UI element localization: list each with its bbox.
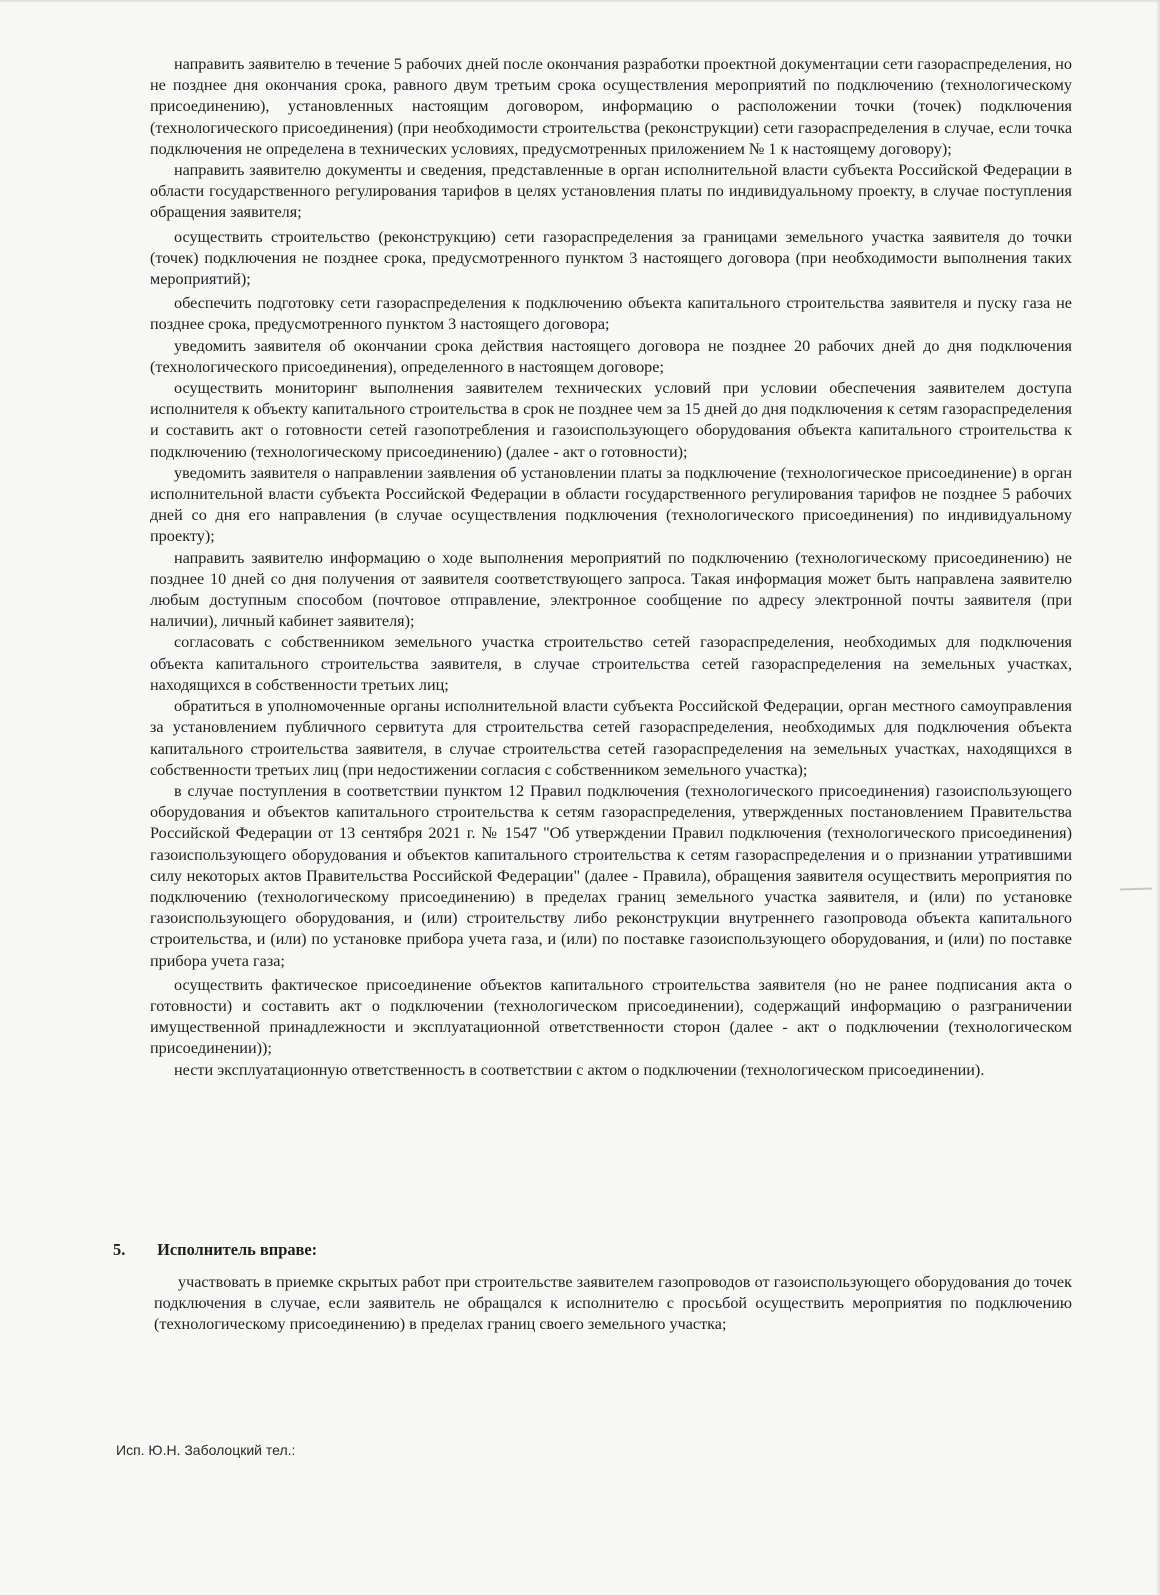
paragraph-rules-item-12: в случае поступления в соответствии пунктом 12 Правил подключения (технологического присоединения) газоиспользующего оборудования и объектов капитального строительства к сетям газораспределения, утвержденных постановлением Правительства Российской Федерации от 13 сентября 2021 г. № 1547 "Об утверждении Правил подключения (технологического присоединения) газоиспользующего оборудования и объектов капитального строительства к сетям газораспределения и о признании утратившими силу некоторых актов Правительства Российской Федерации" (далее - Правила), обращения заявителя осуществить мероприятия по подключению (технологическому присоединению) в пределах границ земельного участка заявителя, и (или) по установке газоиспользующего оборудования, и (или) строительству либо реконструкции внутреннего газопровода объекта капитального строительства, и (или) по установке прибора учета газа, и (или) по поставке газоиспользующего оборудования, и (или) по поставке прибора учета газа; bbox=[150, 781, 1072, 970]
section-number: 5. bbox=[113, 1240, 126, 1259]
paragraph-send-documents: направить заявителю документы и сведения, представленные в орган исполнительной власти субъекта Российской Федерации в области государственного регулирования тарифов в целях установления платы по индивидуальному проекту, в случае поступления обращения заявителя; bbox=[150, 161, 1072, 222]
paragraph-network-preparation: обеспечить подготовку сети газораспределения к подключению объекта капитального строительства заявителя и пуску газа не позднее срока, предусмотренного пунктом 3 настоящего договора; bbox=[150, 294, 1072, 334]
obligations-list bbox=[150, 54, 1072, 1081]
paragraph-notify-expiration: уведомить заявителя об окончании срока действия настоящего договора не позднее 20 рабочих дней до дня подключения (технологического присоединения), определенного в настоящем договоре; bbox=[150, 336, 1072, 376]
scan-edge-right bbox=[1156, 0, 1160, 1595]
paragraph-hidden-works: участвовать в приемке скрытых работ при строительстве заявителем газопроводов от газоиспользующего оборудования до точек подключения в случае, если заявитель не обращался к исполнителю с просьбой осуществить мероприятия по подключению (технологическому присоединению) в пределах границ своего земельного участка; bbox=[154, 1273, 1072, 1334]
footer-contact: Исп. Ю.Н. Заболоцкий тел.: bbox=[116, 1442, 296, 1458]
paragraph-notify-tariff: уведомить заявителя о направлении заявления об установлении платы за подключение (технологическое присоединение) в орган исполнительной власти субъекта Российской Федерации в области государственного регулирования тарифов не позднее 5 рабочих дней со дня его направления (в случае осуществления подключения (технологического присоединения) по индивидуальному проекту); bbox=[150, 463, 1072, 546]
paragraph-progress-info: направить заявителю информацию о ходе выполнения мероприятий по подключению (технологическому присоединению) не позднее 10 дней со дня получения от заявителя соответствующего запроса. Такая информация может быть направлена заявителю любым доступным способом (почтовое отправление, электронное сообщение по адресу электронной почты заявителя (при наличии), личный кабинет заявителя); bbox=[150, 548, 1072, 631]
section-5-body bbox=[154, 1272, 1072, 1336]
paragraph-operational-responsibility: нести эксплуатационную ответственность в соответствии с актом о подключении (технологическом присоединении). bbox=[174, 1060, 985, 1079]
scan-edge-top bbox=[0, 0, 1160, 3]
paragraph-project-docs-info: направить заявителю в течение 5 рабочих дней после окончания разработки проектной документации сети газораспределения, но не позднее дня окончания срока, равного двум третьим срока осуществления мероприятий по подключению (технологическому присоединению), установленных настоящим договором, информацию о расположении точки (точек) подключения (технологического присоединения) (при необходимости строительства (реконструкции) сети газораспределения в случае, если точка подключения не определена в технических условиях, предусмотренных приложением № 1 к настоящему договору); bbox=[150, 55, 1072, 158]
section-title: Исполнитель вправе: bbox=[157, 1240, 318, 1259]
paragraph-construction: осуществить строительство (реконструкцию) сети газораспределения за границами земельного участка заявителя до точки (точек) подключения не позднее срока, предусмотренного пунктом 3 настоящего договора (при необходимости выполнения таких мероприятий); bbox=[150, 227, 1072, 289]
section-5-heading bbox=[113, 1239, 1013, 1260]
paragraph-owner-agreement: согласовать с собственником земельного участка строительство сетей газораспределения, необходимых для подключения объекта капитального строительства заявителя, в случае строительства сетей газораспределения на земельных участках, находящихся в собственности третьих лиц; bbox=[150, 633, 1072, 694]
scan-mark bbox=[1120, 887, 1152, 890]
paragraph-monitoring: осуществить мониторинг выполнения заявителем технических условий при условии обеспечения заявителем доступа исполнителя к объекту капитального строительства в срок не позднее чем за 15 дней до дня подключения к сетям газораспределения и составить акт о готовности сетей газопотребления и газоиспользующего оборудования объекта капитального строительства к подключению (технологическому присоединению) (далее - акт о готовности); bbox=[150, 379, 1072, 461]
paragraph-servitude: обратиться в уполномоченные органы исполнительной власти субъекта Российской Федерации, орган местного самоуправления за установлением публичного сервитута для строительства сетей газораспределения, необходимых для подключения объекта капитального строительства заявителя, в случае строительства сетей газораспределения на земельных участках, находящихся в собственности третьих лиц (при недостижении согласия с собственником земельного участка); bbox=[150, 697, 1072, 779]
paragraph-actual-connection: осуществить фактическое присоединение объектов капитального строительства заявителя (но не ранее подписания акта о готовности) и составить акт о подключении (технологическом присоединении), содержащий информацию о разграничении имущественной принадлежности и эксплуатационной ответственности сторон (далее - акт о подключении (технологическом присоединении)); bbox=[150, 975, 1072, 1058]
